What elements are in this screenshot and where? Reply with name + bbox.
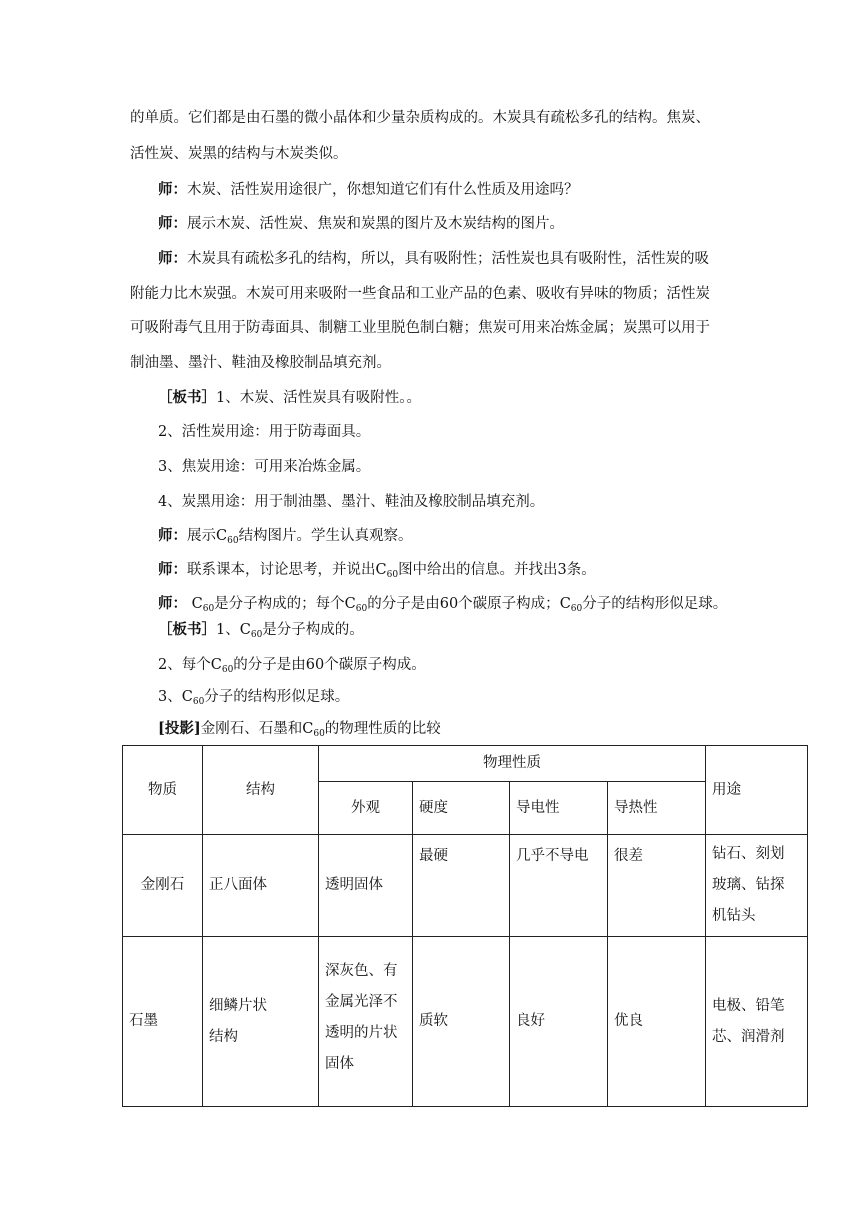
paragraph-text: 木炭、活性炭用途很广，你想知道它们有什么性质及用途吗？ xyxy=(187,182,579,198)
cell-line: 电极、铅笔 xyxy=(712,997,785,1014)
cell-appearance: 透明固体 xyxy=(319,835,413,937)
speaker-label: 师： xyxy=(158,595,187,612)
header-substance: 物质 xyxy=(123,746,203,835)
header-structure: 结构 xyxy=(203,746,319,835)
header-conductivity: 导电性 xyxy=(510,782,608,835)
board-item: 4、炭黑用途：用于制油墨、墨汁、鞋油及橡胶制品填充剂。 xyxy=(158,494,545,510)
board-tag: ［板书］ xyxy=(158,621,216,638)
c60-subscript: 60 xyxy=(313,729,325,739)
cell-hardness: 质软 xyxy=(413,937,510,1107)
cell-line: 透明的片状 xyxy=(325,1024,398,1041)
text-span: 3、 xyxy=(158,689,182,705)
paragraph xyxy=(158,594,727,614)
cell-line: 细鳞片状 xyxy=(209,997,267,1014)
text-span: 1、 xyxy=(216,622,240,638)
speaker-label: 师： xyxy=(158,215,187,232)
text-span: 的分子是由60个碳原子构成； xyxy=(367,596,560,612)
cell-line: 深灰色、有 xyxy=(325,962,398,979)
board-item: 1、木炭、活性炭具有吸附性。。 xyxy=(216,390,421,406)
paragraph xyxy=(158,214,564,234)
cell-substance: 石墨 xyxy=(123,937,203,1107)
cell-line: 芯、润滑剂 xyxy=(712,1028,785,1045)
c60-letter: C xyxy=(302,721,314,737)
cell-line: 玻璃、钻探 xyxy=(712,877,785,893)
text-line: 的单质。它们都是由石墨的微小晶体和少量杂质构成的。木炭具有疏松多孔的结构。焦炭、 xyxy=(130,110,710,126)
header-physical-properties: 物理性质 xyxy=(319,746,706,782)
c60-letter: C xyxy=(375,562,387,578)
text-span: 结构图片。学生认真观察。 xyxy=(238,528,413,544)
board-tag: ［板书］ xyxy=(158,389,216,406)
c60-symbol xyxy=(376,562,399,578)
cell-line: 固体 xyxy=(325,1055,354,1072)
c60-subscript: 60 xyxy=(355,604,368,614)
cell-use xyxy=(706,835,808,937)
c60-symbol xyxy=(345,596,368,612)
header-appearance: 外观 xyxy=(319,782,413,835)
cell-use xyxy=(706,937,808,1107)
c60-subscript: 60 xyxy=(386,570,399,580)
paragraph xyxy=(158,526,413,546)
header-use: 用途 xyxy=(706,746,808,835)
cell-thermal: 很差 xyxy=(608,835,706,937)
text-span: 联系课本，讨论思考，并说出 xyxy=(187,562,376,578)
text-span: 金刚石、石墨和 xyxy=(200,721,303,737)
cell-line: 机钻头 xyxy=(712,908,756,924)
text-span: 是分子构成的。 xyxy=(262,622,364,638)
table-row xyxy=(123,937,808,1107)
text-span: 分子的结构形似足球。 xyxy=(582,596,728,612)
cell-conductivity: 几乎不导电 xyxy=(510,835,608,937)
c60-symbol xyxy=(560,596,583,612)
c60-symbol xyxy=(302,721,325,737)
board-item: 2、活性炭用途：用于防毒面具。 xyxy=(158,424,371,440)
paragraph-text: 木炭具有疏松多孔的结构，所以，具有吸附性；活性炭也具有吸附性，活性炭的吸 xyxy=(187,251,709,267)
board-note xyxy=(158,388,421,408)
board-note xyxy=(158,620,364,640)
board-item xyxy=(158,655,426,675)
speaker-label: 师： xyxy=(158,561,187,578)
c60-symbol xyxy=(216,528,239,544)
cell-line: 金属光泽不 xyxy=(325,993,398,1010)
text-line: 附能力比木炭强。木炭可用来吸附一些食品和工业产品的色素、吸收有异味的物质；活性炭 xyxy=(130,286,710,302)
cell-line: 结构 xyxy=(209,1028,238,1045)
c60-subscript: 60 xyxy=(570,604,583,614)
c60-symbol xyxy=(182,689,205,705)
text-line: 可吸附毒气且用于防毒面具、制糖工业里脱色制白糖；焦炭可用来冶炼金属；炭黑可以用于 xyxy=(130,320,710,336)
comparison-table xyxy=(122,745,808,1107)
text-span: 2、每个 xyxy=(158,657,211,673)
c60-symbol xyxy=(192,596,215,612)
header-hardness: 硬度 xyxy=(413,782,510,835)
c60-subscript: 60 xyxy=(202,604,215,614)
projection-tag: [投影] xyxy=(158,720,201,737)
c60-symbol xyxy=(240,622,263,638)
c60-letter: C xyxy=(210,657,222,673)
c60-symbol xyxy=(211,657,234,673)
text-span: 图中给出的信息。并找出3条。 xyxy=(398,562,596,578)
cell-appearance xyxy=(319,937,413,1107)
cell-structure: 正八面体 xyxy=(203,835,319,937)
text-line: 制油墨、墨汁、鞋油及橡胶制品填充剂。 xyxy=(130,355,391,371)
speaker-label: 师： xyxy=(158,181,187,198)
cell-structure xyxy=(203,937,319,1107)
c60-letter: C xyxy=(216,528,228,544)
text-span: 的分子是由60个碳原子构成。 xyxy=(233,657,426,673)
table-row xyxy=(123,835,808,937)
board-item: 3、焦炭用途：可用来冶炼金属。 xyxy=(158,459,371,475)
c60-subscript: 60 xyxy=(227,536,239,546)
text-span: 的物理性质的比较 xyxy=(324,721,441,737)
text-span: 展示 xyxy=(187,528,216,544)
c60-letter: C xyxy=(239,622,251,638)
header-thermal: 导热性 xyxy=(608,782,706,835)
c60-letter: C xyxy=(181,689,193,705)
speaker-label: 师： xyxy=(158,527,187,544)
c60-letter: C xyxy=(344,596,356,612)
table-header-row xyxy=(123,746,808,782)
projection-caption xyxy=(158,719,441,739)
cell-thermal: 优良 xyxy=(608,937,706,1107)
text-span: 是分子构成的；每个 xyxy=(214,596,345,612)
cell-hardness: 最硬 xyxy=(413,835,510,937)
paragraph xyxy=(158,249,709,269)
text-line: 活性炭、炭黑的结构与木炭类似。 xyxy=(130,146,348,162)
c60-letter: C xyxy=(191,596,203,612)
speaker-label: 师： xyxy=(158,250,187,267)
cell-conductivity: 良好 xyxy=(510,937,608,1107)
c60-subscript: 60 xyxy=(221,665,234,675)
c60-letter: C xyxy=(559,596,571,612)
c60-subscript: 60 xyxy=(192,697,205,707)
paragraph-text: 展示木炭、活性炭、焦炭和炭黑的图片及木炭结构的图片。 xyxy=(187,216,564,232)
cell-substance: 金刚石 xyxy=(123,835,203,937)
text-span: 分子的结构形似足球。 xyxy=(204,689,350,705)
board-item xyxy=(158,687,349,707)
cell-line: 钻石、刻划 xyxy=(712,846,785,862)
paragraph xyxy=(158,180,579,200)
c60-subscript: 60 xyxy=(250,630,263,640)
paragraph xyxy=(158,560,596,580)
